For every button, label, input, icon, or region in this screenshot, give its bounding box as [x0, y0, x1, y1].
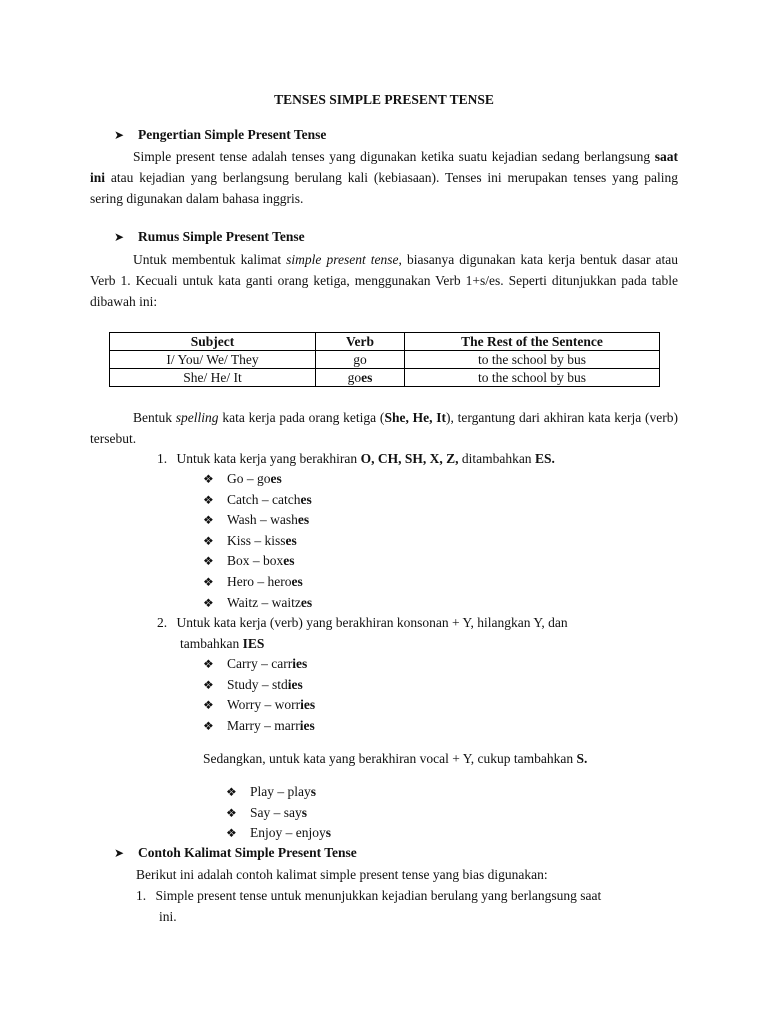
bold-text: IES — [242, 636, 265, 651]
bold-text: She, He, It — [384, 410, 447, 425]
diamond-four-icon: ❖ — [203, 513, 214, 528]
diamond-four-icon: ❖ — [226, 826, 237, 841]
paragraph-pengertian — [90, 146, 678, 209]
diamond-four-icon: ❖ — [203, 595, 214, 610]
text: Bentuk — [133, 410, 176, 425]
heading-text: Contoh Kalimat Simple Present Tense — [138, 845, 357, 860]
diamond-four-icon: ❖ — [203, 472, 214, 486]
bold-text: O, CH, SH, X, Z, — [360, 451, 459, 466]
text: Kiss – kiss — [227, 532, 286, 548]
text: ditambahkan — [458, 451, 535, 466]
bold-text: es — [283, 553, 295, 569]
diamond-four-icon: ❖ — [203, 657, 214, 671]
cell-rest: to the school by bus — [405, 369, 660, 387]
text: tambahkan — [180, 636, 243, 651]
bold-text: ies — [292, 656, 308, 671]
diamond-four-icon: ❖ — [203, 677, 214, 692]
page-title: TENSES SIMPLE PRESENT TENSE — [274, 92, 494, 107]
diamond-four-icon: ❖ — [203, 718, 214, 733]
numbered-item-contoh-1-cont: ini. — [159, 909, 177, 924]
bold-text: es — [291, 574, 303, 589]
bold-text: ES. — [534, 451, 555, 466]
cell-verb: go — [316, 351, 405, 369]
section-heading-rumus — [114, 229, 305, 245]
item-number: 1. — [136, 888, 147, 903]
bold-text: ies — [299, 717, 315, 733]
cell-rest: to the school by bus — [405, 351, 660, 369]
item-number: 1. — [157, 451, 168, 466]
diamond-four-icon: ❖ — [226, 785, 237, 799]
text: Go – go — [227, 471, 271, 486]
bold-text: ies — [300, 697, 316, 713]
list-item — [203, 674, 303, 696]
text: kata kerja pada orang ketiga ( — [218, 410, 385, 425]
italic-text: spelling — [175, 410, 219, 425]
numbered-item-contoh-1 — [136, 885, 678, 906]
bold-text: ies — [287, 676, 303, 692]
paragraph-spelling — [90, 407, 678, 449]
text: Hero – hero — [227, 574, 292, 589]
text: Carry – carr — [227, 656, 293, 671]
text: Wash – wash — [227, 512, 298, 528]
header-rest: The Rest of the Sentence — [405, 333, 660, 351]
text: Play – play — [250, 784, 311, 799]
list-item — [203, 715, 315, 737]
text: Untuk membentuk kalimat — [133, 252, 287, 267]
text: Say – say — [250, 804, 302, 820]
text: , biasanya digunakan kata kerja bentuk dasar atau Verb 1. Kecuali untuk kata ganti orang ketiga, menggunakan Verb 1+s/es. Seperti ditunjukkan pada table dibawah ini: — [90, 252, 678, 309]
text: Simple present tense untuk menunjukkan kejadian berulang yang berlangsung saat — [155, 888, 602, 903]
text: Catch – catch — [227, 491, 301, 507]
paragraph-rumus — [90, 249, 678, 312]
bold-text: s — [301, 804, 308, 820]
text: atau kejadian yang berlangsung berulang kali (kebiasaan). Tenses ini merupakan tenses yang paling sering digunakan dalam bahasa inggris. — [90, 170, 678, 206]
list-item — [226, 802, 307, 824]
cell-verb — [316, 369, 405, 387]
tense-table — [109, 332, 660, 387]
bold-text: es — [270, 471, 282, 486]
diamond-four-icon: ❖ — [203, 533, 214, 548]
bold-text: es — [361, 370, 373, 385]
list-item — [203, 694, 315, 716]
text: Marry – marr — [227, 717, 300, 733]
bold-text: saat ini — [90, 149, 678, 185]
text: Worry – worr — [227, 697, 301, 713]
diamond-four-icon: ❖ — [203, 698, 214, 713]
arrowhead-icon: ➤ — [114, 128, 125, 142]
bold-text: es — [285, 532, 297, 548]
diamond-four-icon: ❖ — [203, 575, 214, 589]
header-verb: Verb — [316, 333, 405, 351]
text: Enjoy – enjoy — [250, 825, 326, 841]
list-item — [203, 571, 303, 593]
list-item — [226, 781, 316, 803]
list-item — [203, 530, 297, 552]
bold-text: S. — [576, 751, 588, 766]
italic-text: simple present tense — [286, 252, 399, 267]
arrowhead-icon: ➤ — [114, 230, 125, 244]
text: Untuk kata kerja (verb) yang berakhiran konsonan + Y, hilangkan Y, dan — [176, 615, 568, 630]
table-row — [110, 351, 660, 369]
heading-text: Rumus Simple Present Tense — [138, 229, 305, 244]
list-item — [226, 822, 331, 844]
list-item — [203, 489, 312, 511]
bold-text: es — [300, 594, 313, 610]
cell-subject: She/ He/ It — [110, 369, 316, 387]
numbered-item-2-cont — [180, 633, 264, 654]
list-item — [203, 509, 309, 531]
list-item — [203, 653, 307, 675]
list-item — [203, 550, 295, 572]
numbered-item-2 — [157, 612, 678, 633]
diamond-four-icon: ❖ — [226, 805, 237, 820]
section-heading-pengertian — [114, 127, 326, 143]
diamond-four-icon: ❖ — [203, 492, 214, 507]
cell-subject: I/ You/ We/ They — [110, 351, 316, 369]
bold-text: es — [300, 491, 312, 507]
text: go — [347, 370, 362, 385]
list-item — [203, 468, 282, 490]
arrowhead-icon: ➤ — [114, 846, 125, 860]
table-header-row — [110, 333, 660, 351]
section-heading-contoh — [114, 845, 357, 861]
text: Untuk kata kerja yang berakhiran — [176, 451, 361, 466]
text: Simple present tense adalah tenses yang digunakan ketika suatu kejadian sedang berlangsung — [133, 149, 655, 164]
paragraph-contoh-intro: Berikut ini adalah contoh kalimat simple present tense yang bias digunakan: — [136, 867, 548, 882]
header-subject: Subject — [110, 333, 316, 351]
table-row — [110, 369, 660, 387]
text: ), tergantung dari akhiran kata kerja (verb) tersebut. — [90, 410, 679, 446]
bold-text: s — [310, 784, 317, 799]
heading-text: Pengertian Simple Present Tense — [138, 127, 327, 142]
item-number: 2. — [157, 615, 168, 630]
paragraph-vocal — [203, 748, 587, 769]
text: Waitz – waitz — [227, 594, 301, 610]
diamond-four-icon: ❖ — [203, 554, 214, 569]
list-item — [203, 592, 312, 614]
bold-text: s — [325, 825, 332, 841]
text: Box – box — [227, 553, 284, 569]
bold-text: es — [297, 512, 310, 528]
text: Study – std — [227, 676, 288, 692]
numbered-item-1 — [157, 448, 555, 469]
text: Sedangkan, untuk kata yang berakhiran vocal + Y, cukup tambahkan — [203, 751, 577, 766]
